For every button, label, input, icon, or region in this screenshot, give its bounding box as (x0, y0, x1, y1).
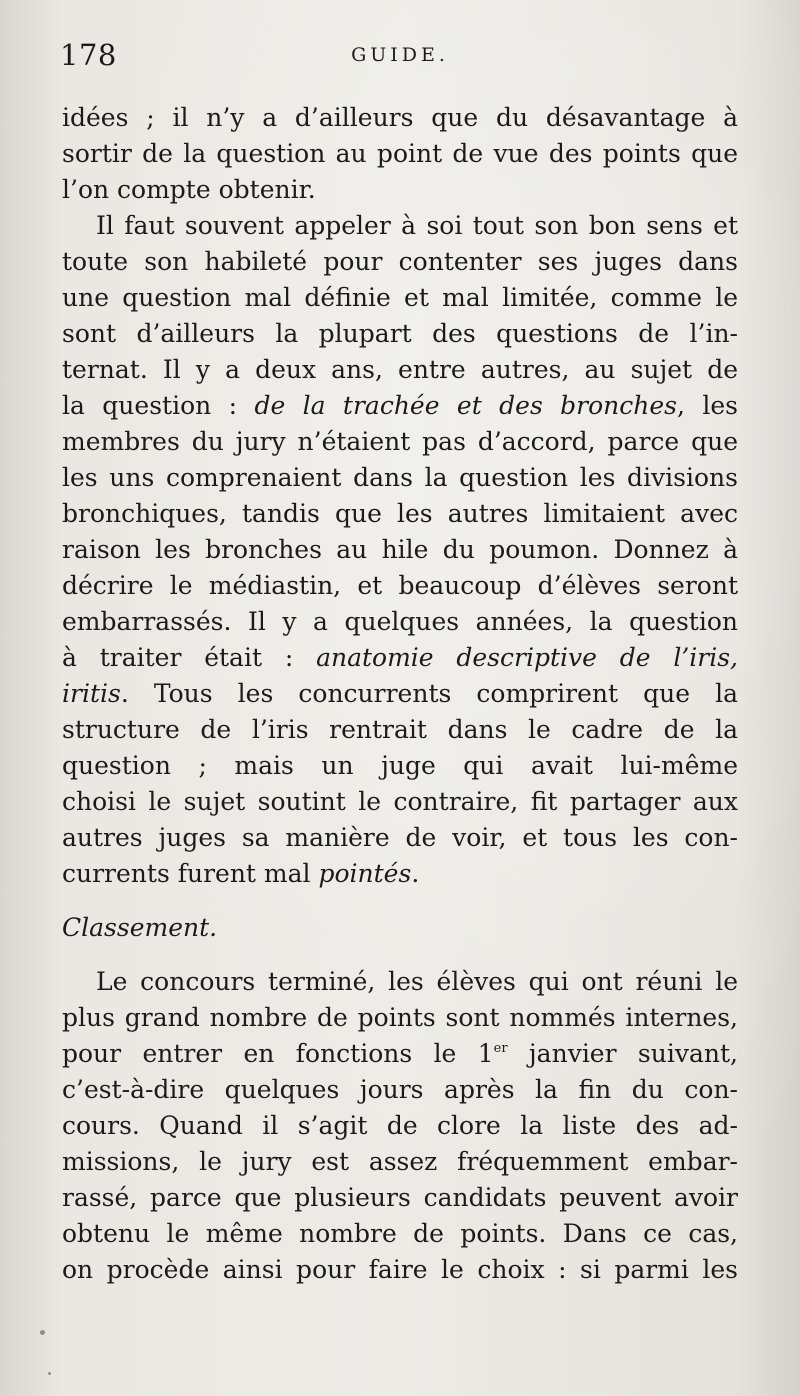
page-header (60, 38, 740, 78)
text-line: autres juges sa manière de voir, et tous les con- (62, 823, 738, 852)
text-line: toute son habileté pour contenter ses juges dans (62, 247, 738, 276)
text-line: bronchiques, tandis que les autres limitaient avec (62, 499, 738, 528)
text-line (62, 1036, 738, 1072)
superscript: er (493, 1041, 508, 1056)
text-line: on procède ainsi pour faire le choix : si parmi les (62, 1255, 738, 1284)
text-run: currents furent mal (62, 859, 319, 888)
text-line: sont d’ailleurs la plupart des questions de l’in- (62, 319, 738, 348)
italic-word: pointés (318, 859, 412, 888)
text-line: sortir de la question au point de vue des points que (62, 139, 738, 168)
text-line: c’est-à-dire quelques jours après la fin du con- (62, 1075, 738, 1104)
paper-speck (48, 1372, 51, 1375)
text-line: les uns comprenaient dans la question les divisions (62, 463, 738, 492)
text-line: raison les bronches au hile du poumon. Donnez à (62, 535, 738, 564)
text-line: plus grand nombre de points sont nommés internes, (62, 1003, 738, 1032)
text-run: , les (677, 391, 738, 420)
text-line (62, 388, 738, 424)
text-line (62, 676, 738, 712)
text-line: ternat. Il y a deux ans, entre autres, au sujet de (62, 355, 738, 384)
text-run: . Tous les concurrents comprirent que la (120, 679, 738, 708)
text-run: à traiter était : (62, 643, 317, 672)
text-line: membres du jury n’étaient pas d’accord, parce que (62, 427, 738, 456)
text-run: pour entrer en fonctions le 1 (62, 1039, 494, 1068)
text-line: structure de l’iris rentrait dans le cadre de la (62, 715, 738, 744)
text-line: l’on compte obtenir. (62, 175, 316, 204)
text-line: décrire le médiastin, et beaucoup d’élèves seront (62, 571, 738, 600)
italic-title: de la trachée et des bronches (254, 391, 678, 420)
text-run: janvier suivant, (507, 1039, 738, 1068)
text-line (62, 640, 738, 676)
text-line: choisi le sujet soutint le contraire, fit partager aux (62, 787, 738, 816)
italic-word: iritis (62, 679, 121, 708)
body-text (62, 100, 738, 1288)
text-line: embarrassés. Il y a quelques années, la question (62, 607, 738, 636)
text-line: Le concours terminé, les élèves qui ont réuni le (96, 967, 738, 996)
text-run: . (411, 859, 420, 888)
text-line: rassé, parce que plusieurs candidats peuvent avoir (62, 1183, 738, 1212)
text-run: la question : (62, 391, 255, 420)
text-line: missions, le jury est assez fréquemment embar- (62, 1147, 738, 1176)
text-line: idées ; il n’y a d’ailleurs que du désavantage à (62, 103, 738, 132)
paper-speck (40, 1330, 45, 1335)
page-number: 178 (60, 38, 117, 72)
text-line: cours. Quand il s’agit de clore la liste des ad- (62, 1111, 738, 1140)
text-line: Il faut souvent appeler à soi tout son bon sens et (96, 211, 738, 240)
italic-title: anatomie descriptive de l’iris, (316, 643, 739, 672)
section-heading: Classement. (62, 913, 218, 942)
running-head: GUIDE. (351, 44, 449, 66)
text-line (62, 856, 738, 892)
text-line: obtenu le même nombre de points. Dans ce cas, (62, 1219, 738, 1248)
text-line: question ; mais un juge qui avait lui-même (62, 751, 738, 780)
text-line: une question mal définie et mal limitée, comme le (62, 283, 738, 312)
